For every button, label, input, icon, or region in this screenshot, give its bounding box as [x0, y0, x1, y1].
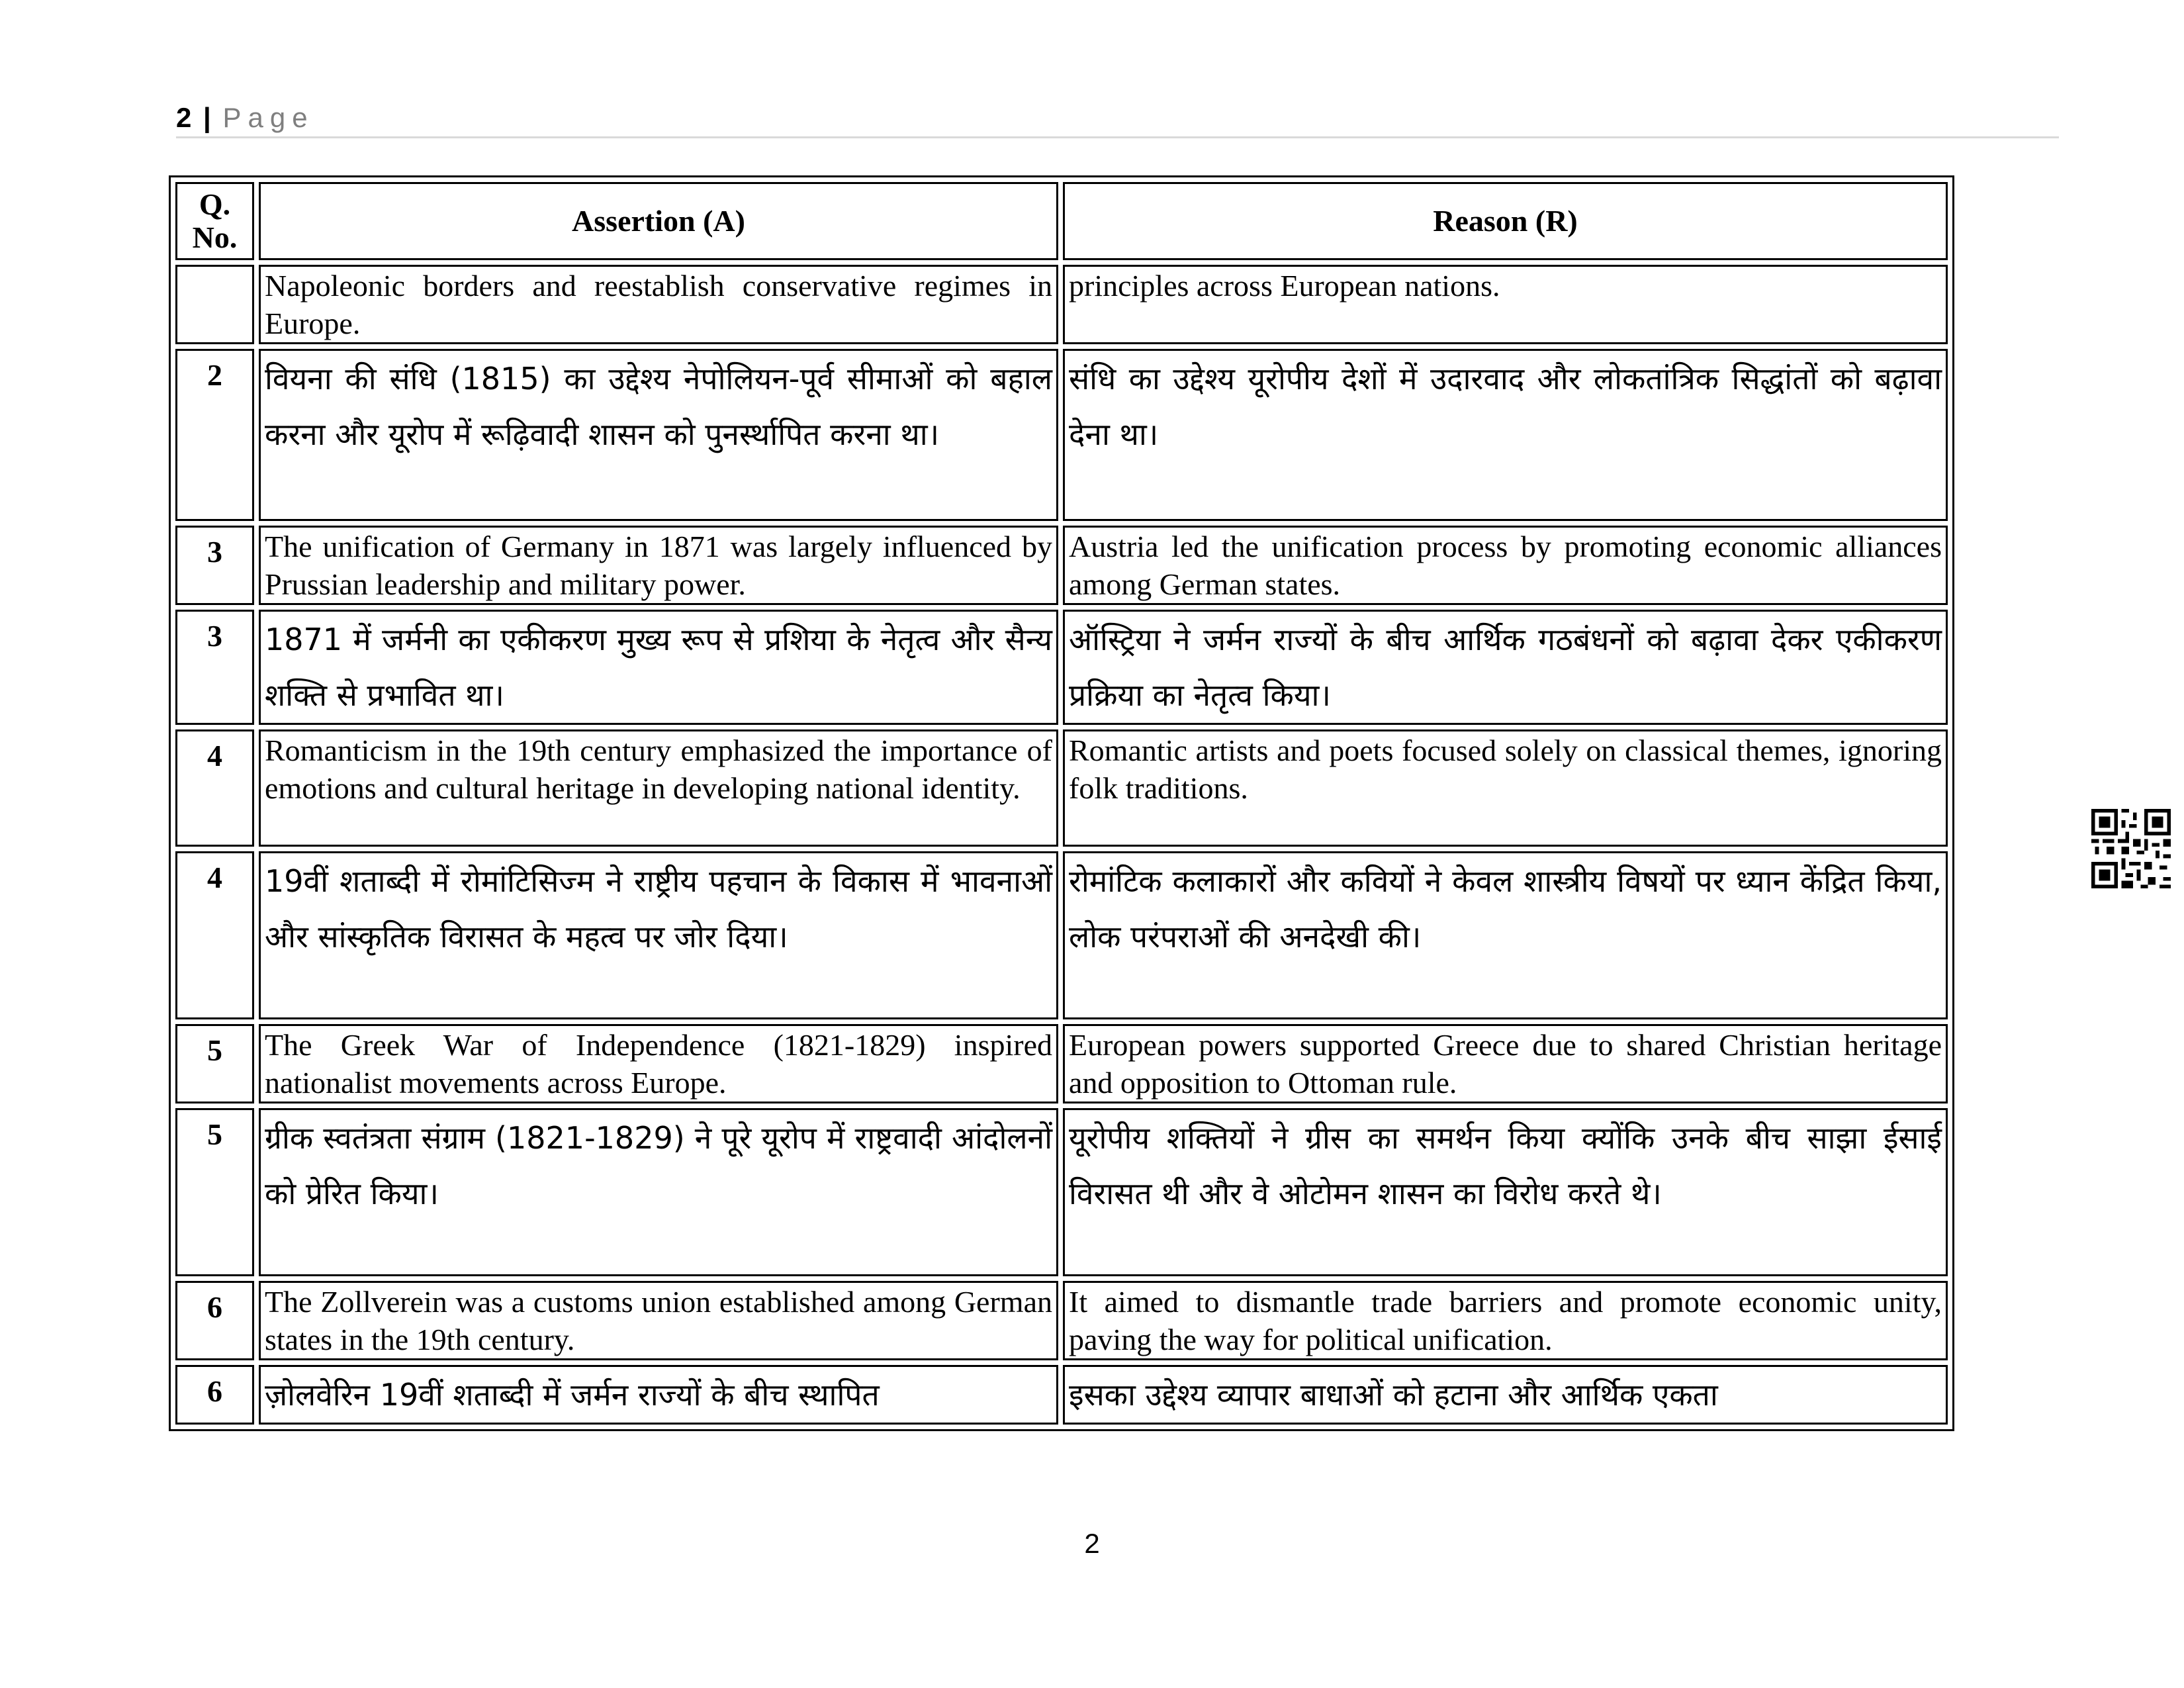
- row-qno: 2: [175, 349, 254, 521]
- row-qno: 4: [175, 729, 254, 847]
- row-reason: It aimed to dismantle trade barriers and promote economic unity, paving the way for political unification.: [1063, 1281, 1948, 1360]
- row-qno: 5: [175, 1108, 254, 1276]
- header-reason: Reason (R): [1063, 182, 1948, 260]
- table-row: [175, 349, 1948, 521]
- row-qno: 6: [175, 1281, 254, 1360]
- row-qno: 3: [175, 610, 254, 725]
- header-qno: Q. No.: [175, 182, 254, 260]
- row-reason: Romantic artists and poets focused solely on classical themes, ignoring folk traditions.: [1063, 729, 1948, 847]
- row-qno: 3: [175, 526, 254, 605]
- row-reason: यूरोपीय शक्तियों ने ग्रीस का समर्थन किया क्योंकि उनके बीच साझा ईसाई विरासत थी और वे ओटोमन शासन का विरोध करते थे।: [1063, 1108, 1948, 1276]
- table-row: [175, 1024, 1948, 1103]
- row-assertion: ज़ोलवेरिन 19वीं शताब्दी में जर्मन राज्यों के बीच स्थापित: [259, 1365, 1058, 1425]
- row-assertion: 19वीं शताब्दी में रोमांटिसिज्म ने राष्ट्रीय पहचान के विकास में भावनाओं और सांस्कृतिक विरासत के महत्व पर जोर दिया।: [259, 851, 1058, 1019]
- footer-page-number: 2: [1084, 1528, 1100, 1559]
- row-assertion: Napoleonic borders and reestablish conservative regimes in Europe.: [259, 265, 1058, 344]
- row-reason: रोमांटिक कलाकारों और कवियों ने केवल शास्त्रीय विषयों पर ध्यान केंद्रित किया, लोक परंपराओं की अनदेखी की।: [1063, 851, 1948, 1019]
- row-qno: [175, 265, 254, 344]
- header-page-number: 2: [176, 102, 192, 133]
- table-row: [175, 1365, 1948, 1425]
- row-assertion: The Zollverein was a customs union established among German states in the 19th century.: [259, 1281, 1058, 1360]
- page-header: [176, 99, 2059, 138]
- row-reason: इसका उद्देश्य व्यापार बाधाओं को हटाना और आर्थिक एकता: [1063, 1365, 1948, 1425]
- table-row: [175, 610, 1948, 725]
- header-separator: |: [203, 102, 211, 133]
- row-assertion: The unification of Germany in 1871 was largely influenced by Prussian leadership and military power.: [259, 526, 1058, 605]
- row-qno: 6: [175, 1365, 254, 1425]
- row-reason: European powers supported Greece due to shared Christian heritage and opposition to Ottoman rule.: [1063, 1024, 1948, 1103]
- row-assertion: वियना की संधि (1815) का उद्देश्य नेपोलियन-पूर्व सीमाओं को बहाल करना और यूरोप में रूढ़िवादी शासन को पुनर्स्थापित करना था।: [259, 349, 1058, 521]
- row-reason: principles across European nations.: [1063, 265, 1948, 344]
- row-assertion: Romanticism in the 19th century emphasized the importance of emotions and cultural heritage in developing national identity.: [259, 729, 1058, 847]
- table-header-row: [175, 182, 1948, 260]
- table-row: [175, 729, 1948, 847]
- header-assertion: Assertion (A): [259, 182, 1058, 260]
- table-row: [175, 1108, 1948, 1276]
- row-reason: Austria led the unification process by promoting economic alliances among German states.: [1063, 526, 1948, 605]
- row-qno: 5: [175, 1024, 254, 1103]
- row-assertion: ग्रीक स्वतंत्रता संग्राम (1821-1829) ने पूरे यूरोप में राष्ट्रवादी आंदोलनों को प्रेरित किया।: [259, 1108, 1058, 1276]
- row-qno: 4: [175, 851, 254, 1019]
- table-row: [175, 526, 1948, 605]
- table-row: [175, 1281, 1948, 1360]
- row-reason: संधि का उद्देश्य यूरोपीय देशों में उदारवाद और लोकतांत्रिक सिद्धांतों को बढ़ावा देना था।: [1063, 349, 1948, 521]
- qr-code-icon[interactable]: [2091, 809, 2171, 888]
- table-row: [175, 851, 1948, 1019]
- row-assertion: 1871 में जर्मनी का एकीकरण मुख्य रूप से प्रशिया के नेतृत्व और सैन्य शक्ति से प्रभावित था।: [259, 610, 1058, 725]
- table-row: [175, 265, 1948, 344]
- row-reason: ऑस्ट्रिया ने जर्मन राज्यों के बीच आर्थिक गठबंधनों को बढ़ावा देकर एकीकरण प्रक्रिया का नेतृत्व किया।: [1063, 610, 1948, 725]
- row-assertion: The Greek War of Independence (1821-1829) inspired nationalist movements across Europe.: [259, 1024, 1058, 1103]
- assertion-reason-table: [169, 175, 1954, 1431]
- header-page-label: Page: [222, 102, 314, 133]
